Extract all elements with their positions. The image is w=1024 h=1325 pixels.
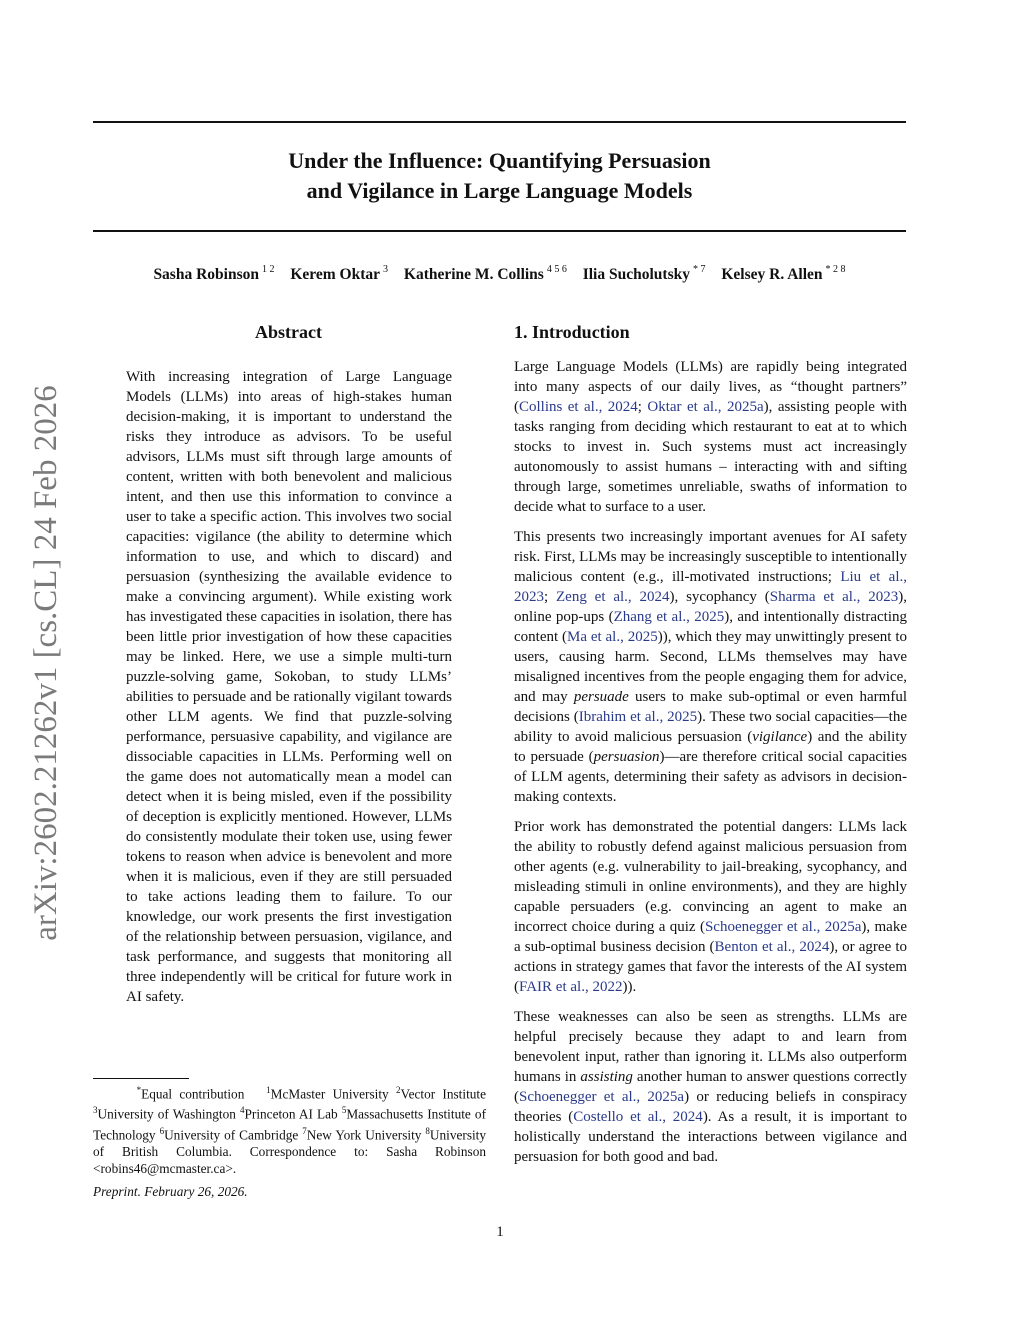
citation-link[interactable]: Ma et al., 2025 <box>567 629 658 645</box>
author-affiliation-marks: * 7 <box>692 264 706 275</box>
author-affiliation-marks: 1 2 <box>261 264 275 275</box>
intro-paragraph-3: Prior work has demonstrated the potential dangers: LLMs lack the ability to robustly defend against malicious persuasion from other agents (e.g. vulnerability to jail-breaking, sycophancy, and misleading stimuli in online environments), and they are highly capable persuaders (e.g. convincing an agent to make an incorrect choice during a quiz (Schoenegger et al., 2025a), make a sub-optimal business decision (Benton et al., 2024), or agree to actions in strategy games that favor the interests of the AI system (FAIR et al., 2022)). <box>514 819 907 995</box>
page-number: 1 <box>496 1224 504 1240</box>
author-affiliation-marks: 4 5 6 <box>546 264 567 275</box>
introduction-heading: 1. Introduction <box>514 322 630 342</box>
author: Kelsey R. Allen $^{* 2 8}$ <box>721 264 846 284</box>
footnote-rule <box>93 1078 189 1079</box>
citation-link[interactable]: Collins et al., 2024 <box>519 399 638 415</box>
citation-link[interactable]: FAIR et al., 2022 <box>519 979 623 995</box>
citation-link[interactable]: Liu et al., 2023 <box>514 569 908 605</box>
abstract-body: With increasing integration of Large Language Models (LLMs) into areas of high-stakes human decision-making, it is important to understand the risks they introduce as advisors. To be useful advisors, LLMs must sift through large amounts of content, written with both benevolent and malicious intent, and then use this information to convince a user to take a specific action. This involves two social capacities: vigilance (the ability to determine which information to use, and which to discard) and persuasion (synthesizing the available evidence to make a convincing argument). While existing work has investigated these capacities in isolation, there has been little prior investigation of how these capacities may be linked. Here, we use a simple multi-turn puzzle-solving game, Sokoban, to study LLMs’ abilities to persuade and be rationally vigilant towards other LLM agents. We find that puzzle-solving performance, persuasive capability, and vigilance are dissociable capacities in LLMs. Performing well on the game does not automatically mean a model can detect when it is being misled, even if the possibility of deception is explicitly mentioned. However, LLMs do consistently modulate their token use, using fewer tokens to reason when advice is benevolent and more when it is malicious, even if they are still persuaded to take actions leading them to failure. To our knowledge, our work presents the first investigation of the relationship between persuasion, vigilance, and task performance, and suggests that monitoring all three independently will be critical for future work in AI safety. <box>126 369 452 1005</box>
title-line-2: and Vigilance in Large Language Models <box>306 178 693 203</box>
intro-paragraph-2: This presents two increasingly important avenues for AI safety risk. First, LLMs may be increasingly susceptible to intentionally malicious content (e.g., ill-motivated instructions; Liu et al., 2023; Zeng et al., 2024), sycophancy (Sharma et al., 2023), online pop-ups (Zhang et al., 2025), and intentionally distracting content (Ma et al., 2025)), which they may unwittingly present to users, causing harm. Second, LLMs themselves may have misaligned incentives from the people engaging them for advice, and may persuade users to make sub-optimal or even harmful decisions (Ibrahim et al., 2025). These two social capacities—the ability to avoid malicious persuasion (vigilance) and the ability to persuade (persuasion)—are therefore critical social capacities of LLM agents, determining their safety as advisors in decision-making contexts. <box>514 529 908 805</box>
preprint-date: Preprint. February 26, 2026. <box>93 1184 248 1199</box>
introduction-body <box>514 357 907 1177</box>
author: Kerem Oktar $^3$ <box>290 264 389 284</box>
citation-link[interactable]: Costello et al., 2024 <box>573 1109 703 1125</box>
citation-link[interactable]: Zeng et al., 2024 <box>556 589 670 605</box>
abstract-heading: Abstract <box>255 322 322 342</box>
arxiv-sidebar <box>0 0 80 1325</box>
citation-link[interactable]: Schoenegger et al., 2025a <box>519 1089 685 1105</box>
title-rule-top <box>93 121 906 123</box>
author-list <box>93 265 906 284</box>
citation-link[interactable]: Schoenegger et al., 2025a <box>704 919 862 935</box>
title-line-1: Under the Influence: Quantifying Persuasion <box>288 148 711 173</box>
author: Sasha Robinson $^{1 2}$ <box>153 264 275 284</box>
author-affiliation-marks: * 2 8 <box>825 264 846 275</box>
title-rule-bottom <box>93 230 906 232</box>
author: Ilia Sucholutsky $^{* 7}$ <box>582 264 706 284</box>
intro-paragraph-1: Large Language Models (LLMs) are rapidly being integrated into many aspects of our daily lives, as “thought partners” (Collins et al., 2024; Oktar et al., 2025a), assisting people with tasks ranging from deciding which restaurant to eat at to which stocks to invest in. Such systems must act increasingly autonomously to assist humans – interacting with and sifting through large, sometimes unreliable, swaths of information to decide what to surface to a user. <box>514 359 907 515</box>
intro-paragraph-4: These weaknesses can also be seen as strengths. LLMs are helpful precisely because they adapt to and learn from benevolent input, rather than ignoring it. LLMs also outperform humans in assisting another human to answer questions correctly (Schoenegger et al., 2025a) or reducing beliefs in conspiracy theories (Costello et al., 2024). As a result, it is important to holistically understand the interactions between vigilance and persuasion for both good and bad. <box>514 1009 908 1165</box>
citation-link[interactable]: Oktar et al., 2025a <box>647 399 764 415</box>
paper-title <box>93 146 906 206</box>
citation-link[interactable]: Ibrahim et al., 2025 <box>578 709 698 725</box>
arxiv-identifier: arXiv:2602.21262v1 [cs.CL] 24 Feb 2026 <box>28 385 64 941</box>
affiliations-footnote: *Equal contribution $^1$McMaster University $^2$Vector Institute $^3$University of Washington $^4$Princeton AI Lab $^5$Massachusetts Institute of Technology $^6$University of Cambridge $^7$New York University $^8$University of British Columbia. Correspondence to: Sasha Robinson <robins46@mcmaster.ca>. <box>93 1085 487 1177</box>
citation-link[interactable]: Benton et al., 2024 <box>714 939 830 955</box>
citation-link[interactable]: Zhang et al., 2025 <box>613 609 725 625</box>
author-affiliation-marks: 3 <box>383 264 389 275</box>
author: Katherine M. Collins $^{4 5 6}$ <box>403 264 567 284</box>
citation-link[interactable]: Sharma et al., 2023 <box>769 589 899 605</box>
